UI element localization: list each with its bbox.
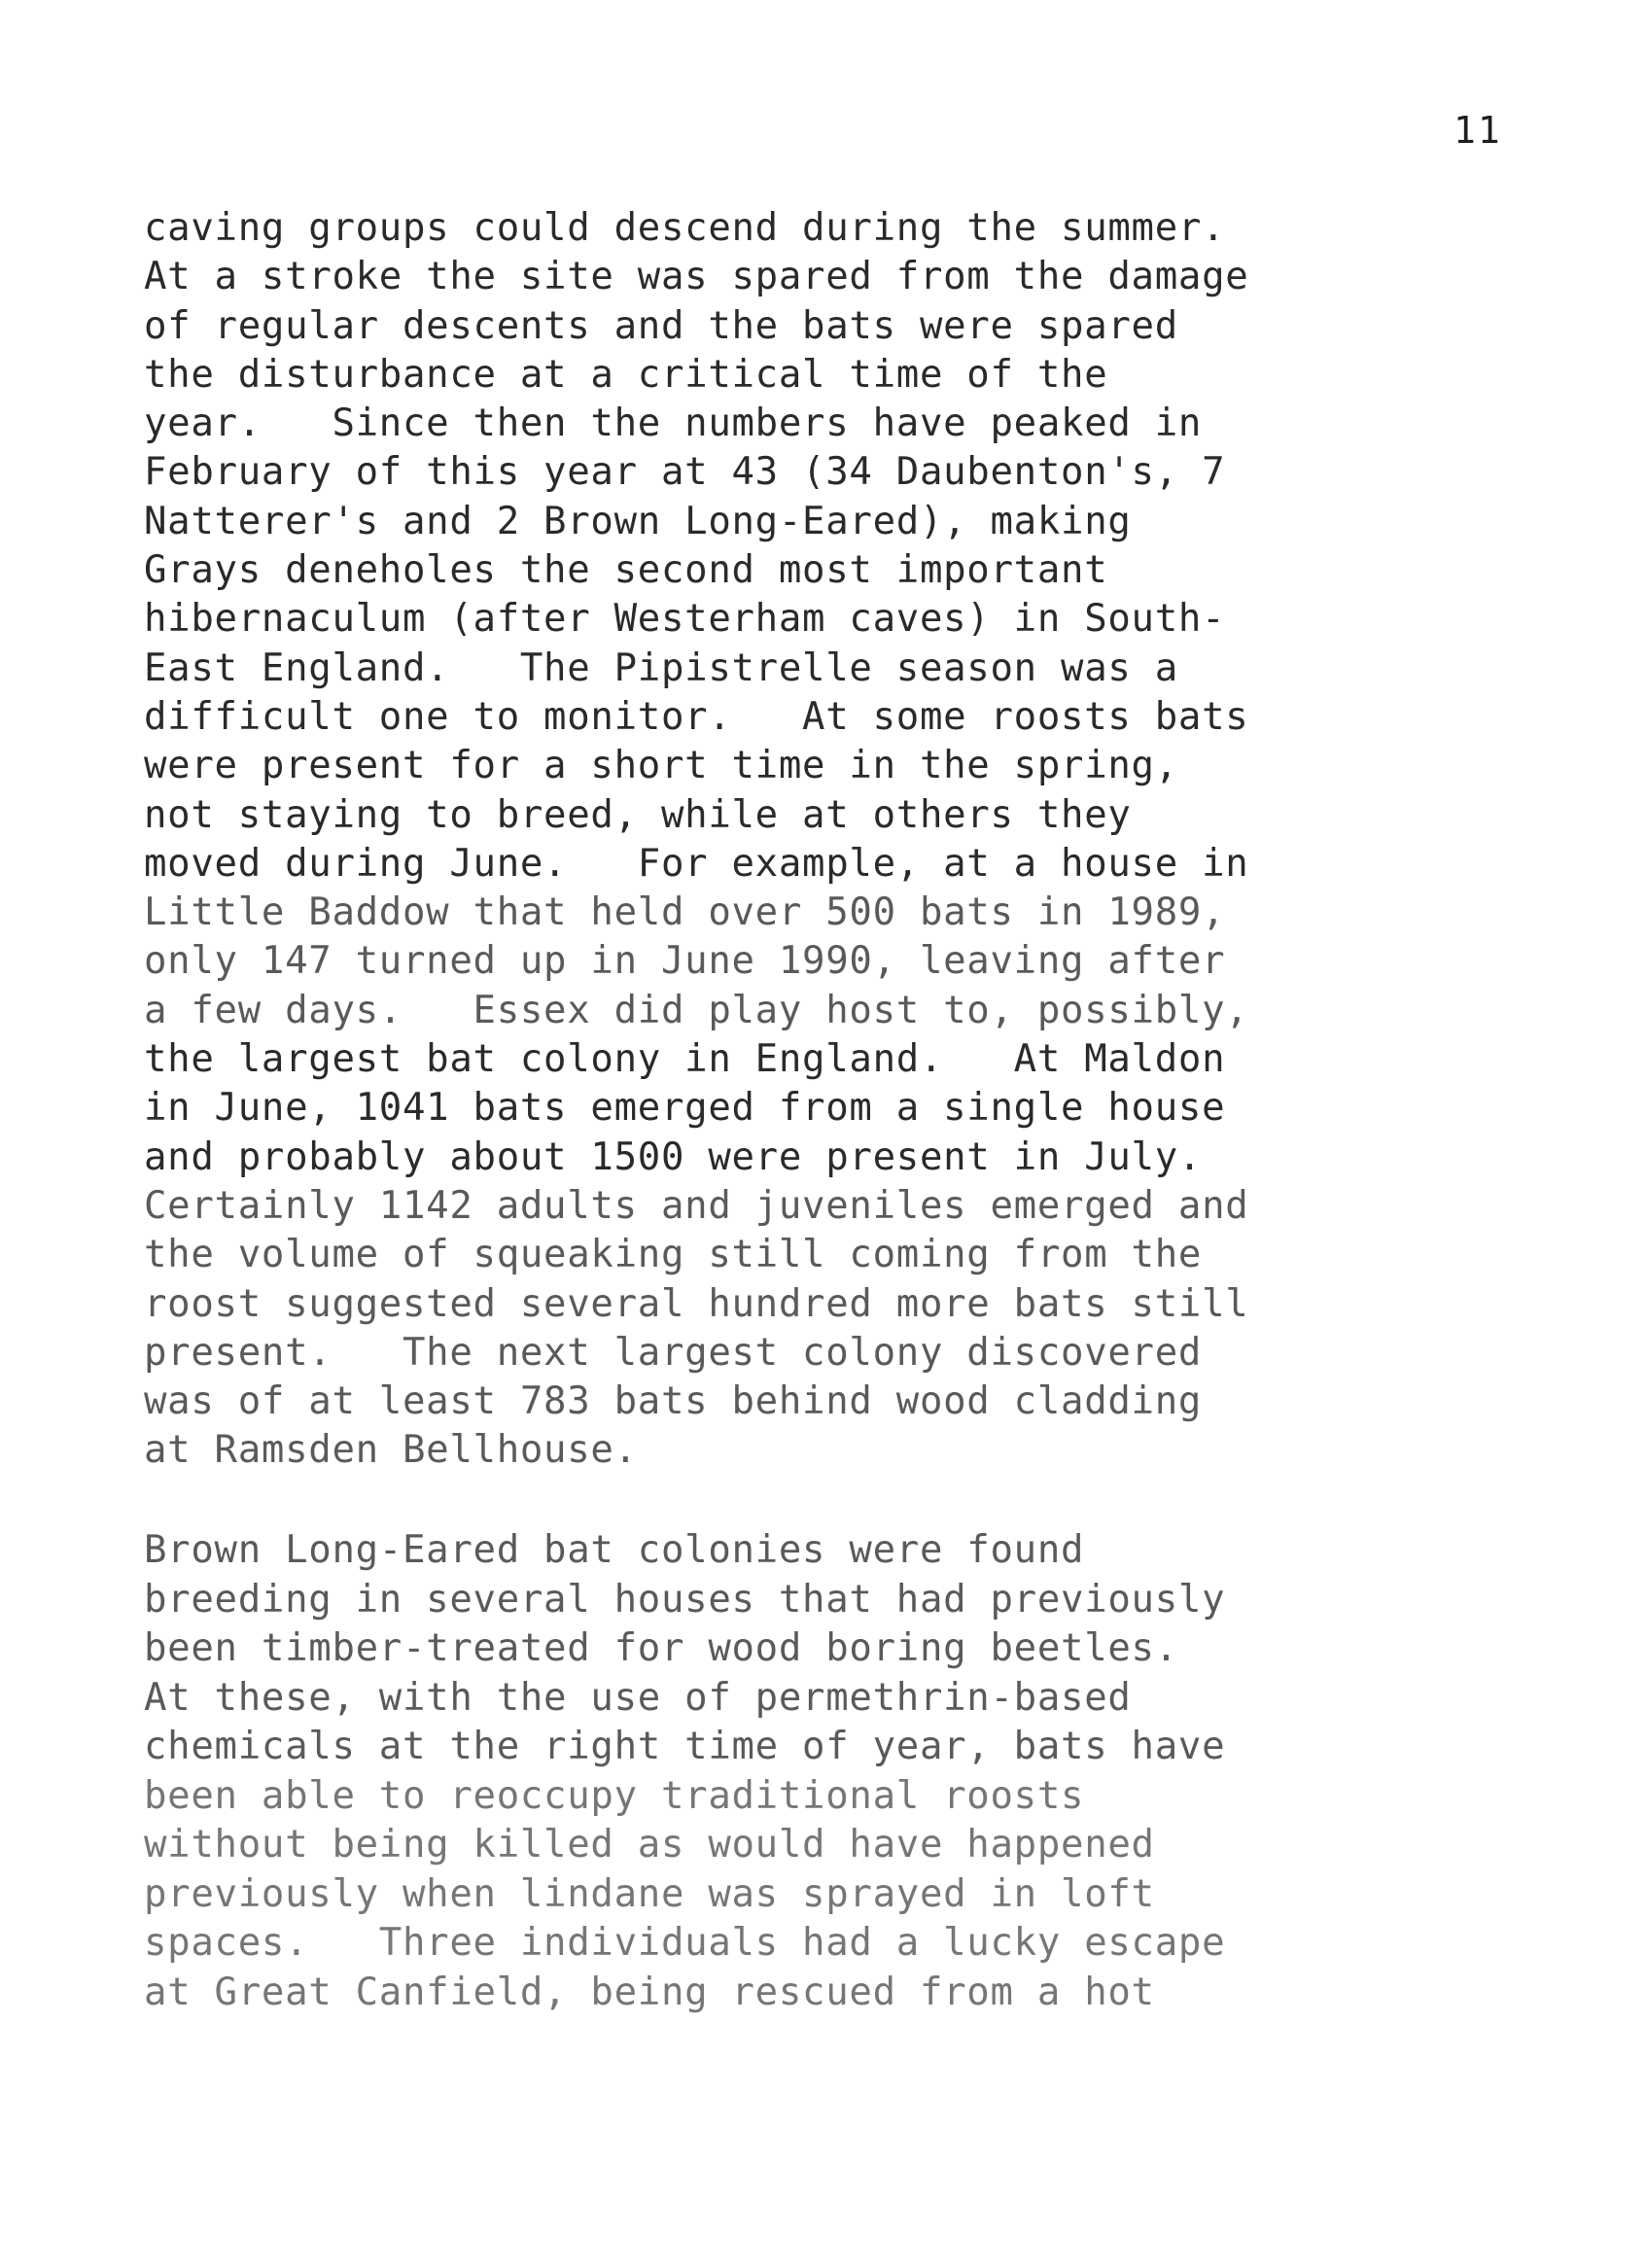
text-line: the volume of squeaking still coming from the bbox=[144, 1233, 1203, 1277]
text-line: moved during June. For example, at a house in bbox=[144, 841, 1249, 886]
text-line: chemicals at the right time of year, bats have bbox=[144, 1725, 1226, 1768]
page-number: 11 bbox=[1453, 109, 1502, 152]
text-line: was of at least 783 bats behind wood cladding bbox=[144, 1379, 1203, 1424]
text-line: caving groups could descend during the summer. bbox=[144, 206, 1226, 250]
text-line: not staying to breed, while at others they bbox=[144, 792, 1132, 837]
text-line: previously when lindane was sprayed in loft bbox=[144, 1871, 1155, 1916]
text-line: were present for a short time in the spring, bbox=[144, 744, 1178, 788]
text-line: present. The next largest colony discovered bbox=[144, 1330, 1203, 1375]
text-line: East England. The Pipistrelle season was a bbox=[144, 646, 1178, 690]
text-line: of regular descents and the bats were spared bbox=[144, 303, 1178, 348]
paragraph-brown-long-eared bbox=[144, 1526, 1544, 2017]
text-line: At a stroke the site was spared from the damage bbox=[144, 255, 1249, 299]
text-line: been timber-treated for wood boring beetles. bbox=[144, 1626, 1178, 1670]
text-line: in June, 1041 bats emerged from a single house bbox=[144, 1086, 1226, 1131]
text-line: at Great Canfield, being rescued from a hot bbox=[144, 1970, 1155, 2014]
text-line: hibernaculum (after Westerham caves) in South- bbox=[144, 597, 1226, 642]
text-line: been able to reoccupy traditional roosts bbox=[144, 1773, 1085, 1818]
text-line: Certainly 1142 adults and juveniles emerged and bbox=[144, 1183, 1249, 1228]
text-line: spaces. Three individuals had a lucky escape bbox=[144, 1921, 1226, 1965]
text-line: the disturbance at a critical time of the bbox=[144, 352, 1108, 397]
text-line: the largest bat colony in England. At Maldon bbox=[144, 1037, 1226, 1082]
text-line: difficult one to monitor. At some roosts bats bbox=[144, 694, 1249, 739]
text-line: Brown Long-Eared bat colonies were found bbox=[144, 1528, 1085, 1572]
text-line: February of this year at 43 (34 Daubenton's, 7 bbox=[144, 450, 1226, 495]
text-line: breeding in several houses that had previously bbox=[144, 1577, 1226, 1622]
paragraph-pipistrelle-season bbox=[144, 204, 1544, 1476]
text-line: and probably about 1500 were present in July. bbox=[144, 1134, 1203, 1179]
text-line: only 147 turned up in June 1990, leaving after bbox=[144, 939, 1226, 984]
text-line: year. Since then the numbers have peaked in bbox=[144, 401, 1203, 446]
text-line: roost suggested several hundred more bats still bbox=[144, 1281, 1249, 1326]
text-line: a few days. Essex did play host to, possibly, bbox=[144, 988, 1249, 1032]
text-line: at Ramsden Bellhouse. bbox=[144, 1428, 638, 1473]
text-line: At these, with the use of permethrin-based bbox=[144, 1675, 1132, 1720]
text-line: Grays deneholes the second most important bbox=[144, 548, 1108, 593]
text-line: Little Baddow that held over 500 bats in 1989, bbox=[144, 890, 1226, 935]
text-line: Natterer's and 2 Brown Long-Eared), making bbox=[144, 499, 1132, 543]
text-line: without being killed as would have happened bbox=[144, 1823, 1155, 1867]
